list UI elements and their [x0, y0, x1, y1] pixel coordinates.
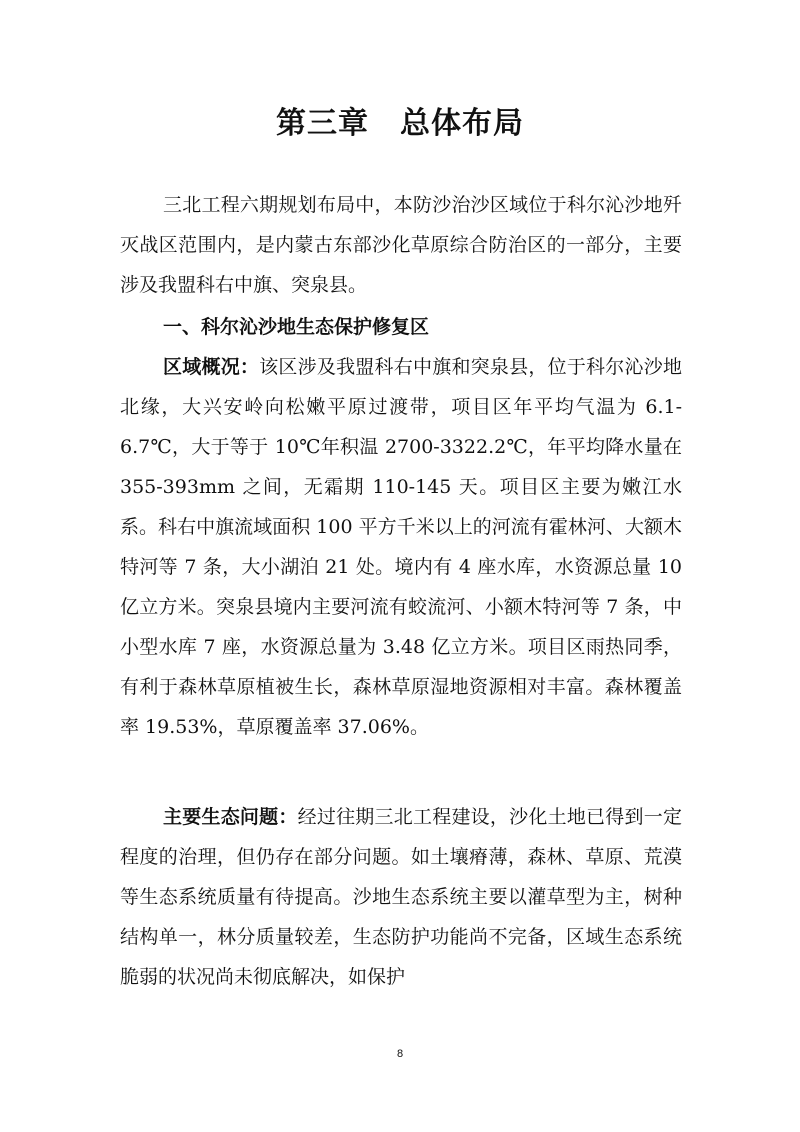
problems-paragraph	[120, 797, 682, 997]
overview-paragraph	[120, 347, 682, 747]
overview-lead: 区域概况：	[163, 356, 260, 378]
problems-lead: 主要生态问题：	[163, 806, 298, 828]
page-number: 8	[396, 1048, 404, 1060]
problems-text: 经过往期三北工程建设，沙化土地已得到一定程度的治理，但仍存在部分问题。如土壤瘠薄，森林、草原、荒漠等生态系统质量有待提高。沙地生态系统主要以灌草型为主，树种结构单一，林分质量较差，生态防护功能尚不完备，区域生态系统脆弱的状况尚未彻底解决，如保护	[120, 806, 682, 988]
chapter-title: 第三章 总体布局	[276, 106, 524, 141]
section-heading: 一、科尔沁沙地生态保护修复区	[163, 316, 430, 338]
intro-paragraph: 三北工程六期规划布局中，本防沙治沙区域位于科尔沁沙地歼灭战区范围内，是内蒙古东部沙化草原综合防治区的一部分，主要涉及我盟科右中旗、突泉县。	[120, 194, 682, 296]
overview-text: 该区涉及我盟科右中旗和突泉县，位于科尔沁沙地北缘，大兴安岭向松嫩平原过渡带，项目区年平均气温为 6.1-6.7℃，大于等于 10℃年积温 2700-3322.2℃，年平均降水量在 355-393mm 之间，无霜期 110-145 天。项目区主要为嫩江水系。科右中旗流域面积 100 平方千米以上的河流有霍林河、大额木特河等 7 条，大小湖泊 21 处。境内有 4 座水库，水资源总量 10 亿立方米。突泉县境内主要河流有蛟流河、小额木特河等 7 条，中小型水库 7 座，水资源总量为 3.48 亿立方米。项目区雨热同季，有利于森林草原植被生长，森林草原湿地资源相对丰富。森林覆盖率 19.53%，草原覆盖率 37.06%。	[120, 356, 682, 738]
